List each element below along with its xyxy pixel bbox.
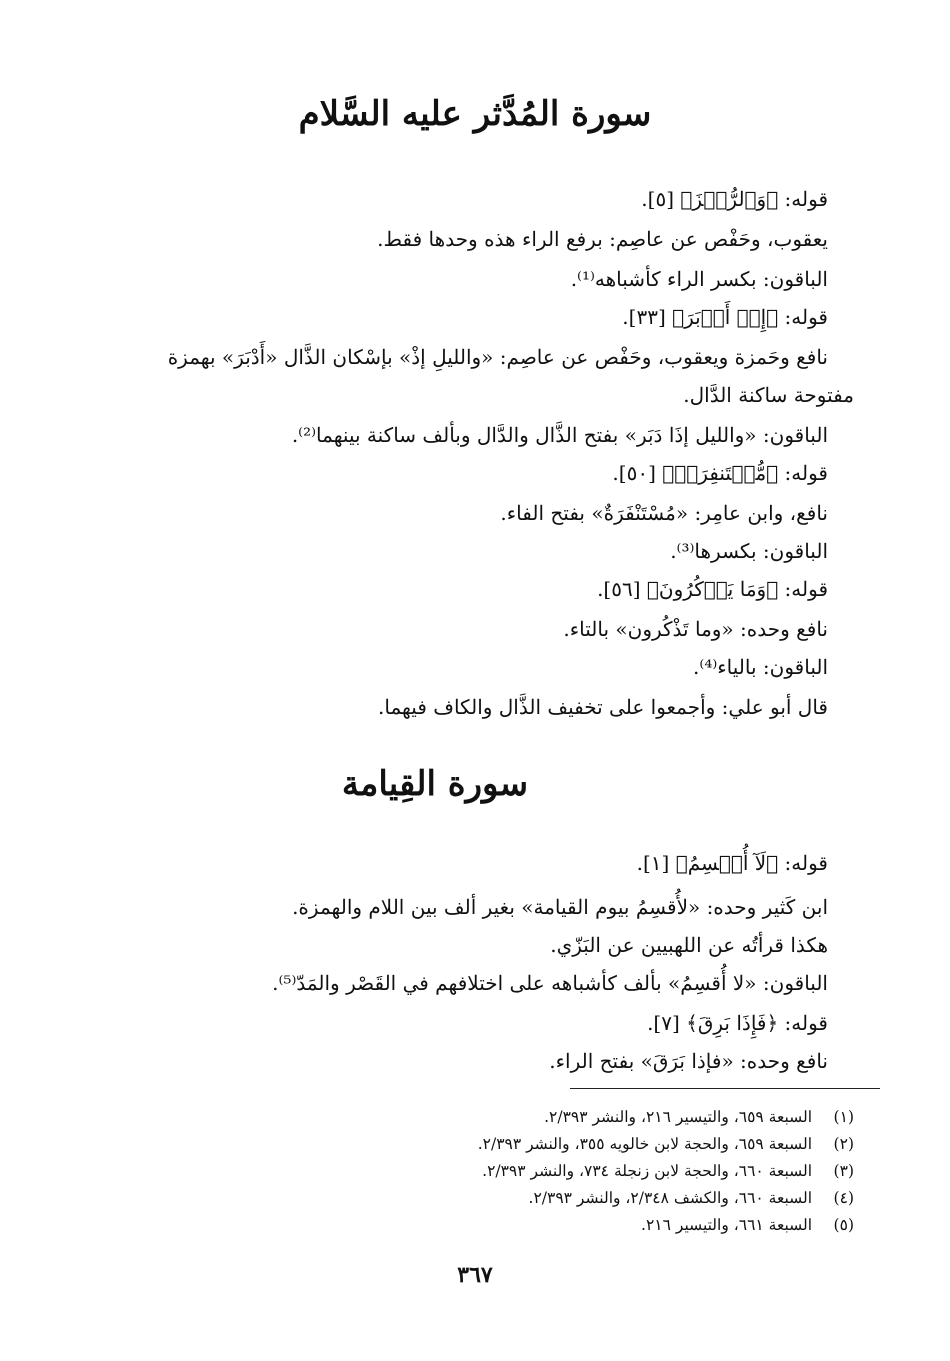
text-line: نافع، وابن عامِر: «مُسْتَنْفَرَةٌ» بفتح الفاء. xyxy=(500,501,828,525)
text-line: قوله: ﴿إِذۡ أَدۡبَرَ﴾ [٣٣]. xyxy=(622,305,828,329)
surah-title-muddaththir: سورة المُدَّثر عليه السَّلام xyxy=(298,94,652,134)
surah-title-qiyamah: سورة القِيامة xyxy=(341,764,529,804)
footnote-text: السبعة ٦٥٩، والحجة لابن خالويه ٣٥٥، والنشر ٢/٣٩٣. xyxy=(477,1135,812,1153)
text-line: هكذا قرأتُه عن اللهبيين عن البَزّي. xyxy=(550,933,828,957)
text-line: ابن كَثير وحده: «لأُقسِمُ بيوم القيامة» بغير ألف بين اللام والهمزة. xyxy=(292,895,828,919)
text-line: نافع وحَمزة ويعقوب، وحَفْص عن عاصِم: «والليلِ إذْ» بإسْكان الذَّال «أَدْبَرَ» بهمزة xyxy=(167,345,828,369)
footnote-number: (١) xyxy=(833,1108,854,1126)
footnote-text: السبعة ٦٦١، والتيسير ٢١٦. xyxy=(641,1216,812,1234)
text-line: يعقوب، وحَفْص عن عاصِم: برفع الراء هذه وحدها فقط. xyxy=(377,227,828,251)
text-line: الباقون: بكسر الراء كأشباهه⁽¹⁾. xyxy=(570,267,828,291)
footnote-text: السبعة ٦٥٩، والتيسير ٢١٦، والنشر ٢/٣٩٣. xyxy=(544,1108,812,1126)
page-number: ٣٦٧ xyxy=(457,1262,493,1288)
text-line: نافع وحده: «وما تَذْكُرون» بالتاء. xyxy=(563,617,828,641)
text-line: الباقون: «لا أُقسِمُ» بألف كأشباهه على اختلافهم في القَصْر والمَدّ⁽⁵⁾. xyxy=(272,971,828,995)
text-line: قوله: ﴿لَآ أُقۡسِمُ﴾ [١]. xyxy=(636,851,828,875)
text-line: قوله: ﴿فَإِذَا بَرِقَ﴾ [٧]. xyxy=(647,1011,828,1035)
footnote-text: السبعة ٦٦٠، والكشف ٢/٣٤٨، والنشر ٢/٣٩٣. xyxy=(528,1189,812,1207)
text-line: الباقون: «والليل إذَا دَبَر» بفتح الذَّال والدَّال وبألف ساكنة بينهما⁽²⁾. xyxy=(291,423,828,447)
footnote-number: (٣) xyxy=(833,1162,854,1180)
text-line: قوله: ﴿وَمَا يَذۡكُرُونَ﴾ [٥٦]. xyxy=(597,577,828,601)
footnote-text: السبعة ٦٦٠، والحجة لابن زنجلة ٧٣٤، والنشر ٢/٣٩٣. xyxy=(482,1162,812,1180)
footnote-divider xyxy=(570,1088,880,1089)
text-line-continued: مفتوحة ساكنة الدَّال. xyxy=(683,383,854,407)
text-line: قال أبو علي: وأجمعوا على تخفيف الذَّال والكاف فيهما. xyxy=(378,695,828,719)
text-line: الباقون: بالياء⁽⁴⁾. xyxy=(693,655,828,679)
footnote-number: (٤) xyxy=(833,1189,854,1207)
text-line: قوله: ﴿مُّسۡتَنفِرَةٞ﴾ [٥٠]. xyxy=(612,461,828,485)
text-line: نافع وحده: «فإذا بَرَقَ» بفتح الراء. xyxy=(549,1049,828,1073)
footnote xyxy=(529,1187,854,1209)
text-line: قوله: ﴿وَٱلرُّجۡزَ﴾ [٥]. xyxy=(641,187,828,211)
text-line: الباقون: بكسرها⁽³⁾. xyxy=(670,539,828,563)
footnote-number: (٥) xyxy=(833,1216,854,1234)
footnote xyxy=(482,1160,854,1182)
footnote xyxy=(478,1133,854,1155)
footnote-number: (٢) xyxy=(833,1135,854,1153)
footnote xyxy=(641,1214,854,1236)
footnote xyxy=(544,1106,854,1128)
